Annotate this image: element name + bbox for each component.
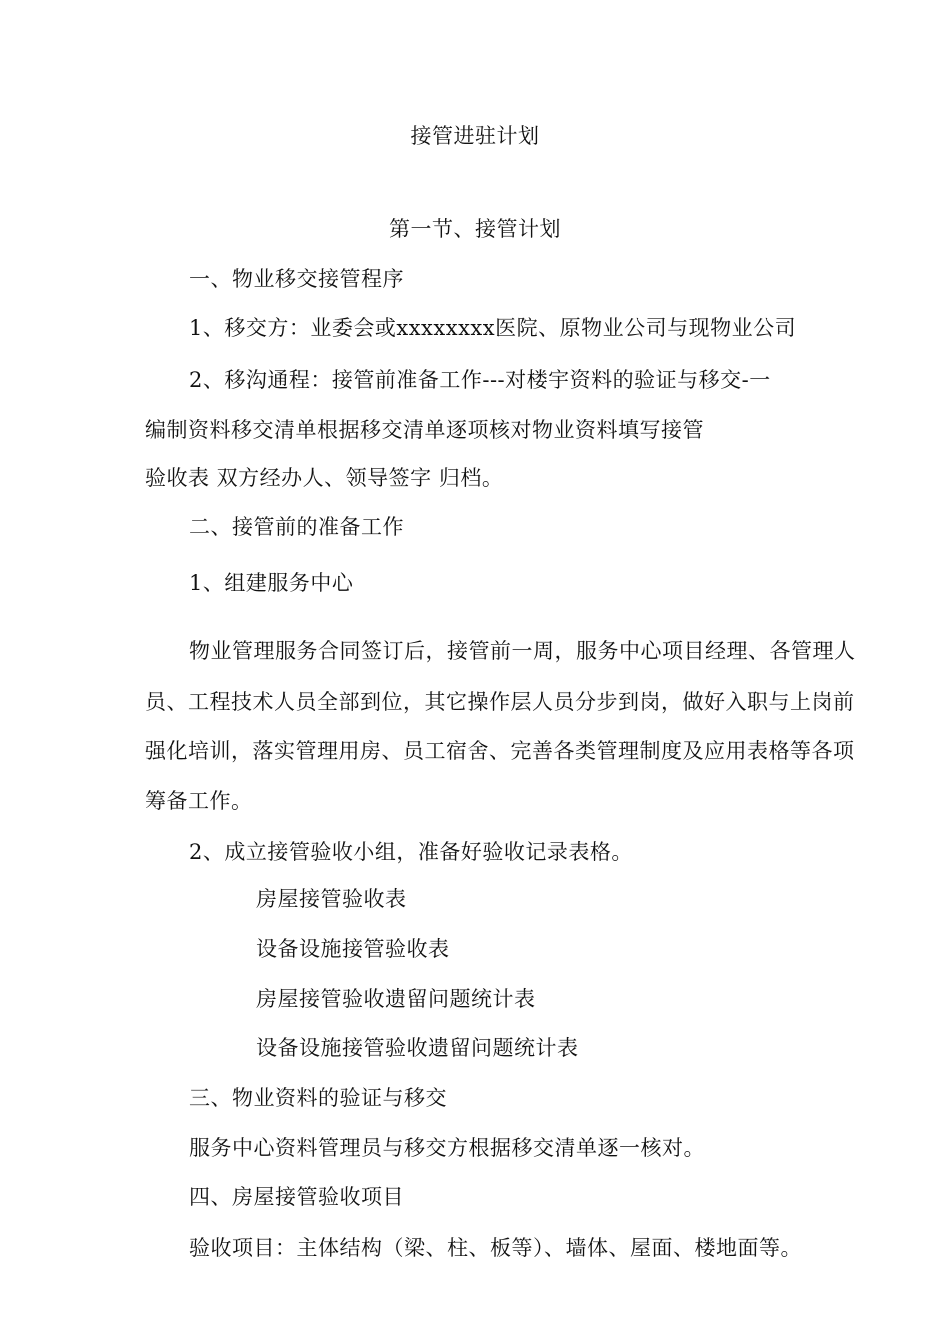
paragraph-line: 员、工程技术人员全部到位，其它操作层人员分步到岗，做好入职与上岗前 [145, 690, 855, 714]
paragraph-line: 编制资料移交清单根据移交清单逐项核对物业资料填写接管 [145, 418, 704, 442]
paragraph-line: 服务中心资料管理员与移交方根据移交清单逐一核对。 [189, 1136, 705, 1160]
document-title: 接管进驻计划 [410, 124, 540, 148]
list-item: 设备设施接管验收遗留问题统计表 [256, 1036, 579, 1060]
paragraph-line: 强化培训，落实管理用房、员工宿舍、完善各类管理制度及应用表格等各项 [145, 739, 855, 763]
paragraph-line: 2、移沟通程：接管前准备工作---对楼宇资料的验证与移交-一 [189, 368, 771, 392]
heading-house-acceptance: 四、房屋接管验收项目 [189, 1185, 404, 1209]
list-item: 设备设施接管验收表 [256, 937, 450, 961]
paragraph-line: 1、移交方：业委会或xxxxxxxx医院、原物业公司与现物业公司 [189, 316, 797, 340]
section-title: 第一节、接管计划 [389, 217, 561, 241]
paragraph-line: 验收项目：主体结构（梁、柱、板等）、墙体、屋面、楼地面等。 [189, 1236, 802, 1260]
paragraph-line: 物业管理服务合同签订后，接管前一周，服务中心项目经理、各管理人 [189, 639, 856, 663]
heading-handover-procedure: 一、物业移交接管程序 [189, 267, 404, 291]
paragraph-line: 2、成立接管验收小组，准备好验收记录表格。 [189, 840, 633, 864]
paragraph-line: 1、组建服务中心 [189, 571, 354, 595]
paragraph-line: 筹备工作。 [145, 789, 253, 813]
heading-preparation: 二、接管前的准备工作 [189, 515, 404, 539]
list-item: 房屋接管验收遗留问题统计表 [256, 987, 536, 1011]
list-item: 房屋接管验收表 [256, 887, 407, 911]
heading-documents-verification: 三、物业资料的验证与移交 [189, 1086, 447, 1110]
paragraph-line: 验收表 双方经办人、领导签字 归档。 [145, 466, 504, 490]
